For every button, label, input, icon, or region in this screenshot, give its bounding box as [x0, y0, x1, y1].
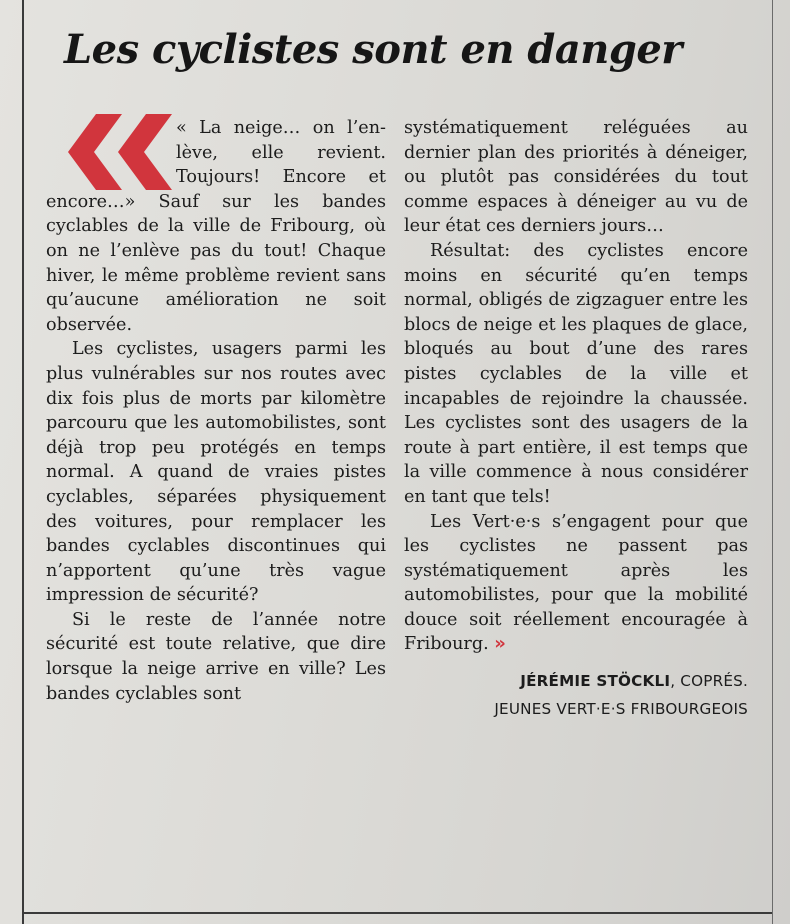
opening-line-1: « La neige… on l’en- — [176, 118, 386, 138]
author-organization: JEUNES VERT·E·S FRIBOURGEOIS — [494, 700, 748, 719]
closing-guillemet-icon: » — [494, 633, 506, 655]
paragraph-2: Les cyclistes, usagers parmi les plus vulnérables sur nos routes avec dix fois plus de morts par kilomètre parcouru que les automobilistes, sont déjà trop peu protégés en temps normal. A quand de vraies pistes cyclables, séparées physiquement des voitures, pour remplacer les bandes cyclables discontinues qui n’apportent qu’une très vague impression de sécurité? — [46, 339, 386, 606]
author-name: JÉRÉMIE STÖCKLI — [520, 672, 671, 691]
opening-line-3: Toujours! Encore et — [176, 167, 386, 188]
opening-quote-lines — [46, 116, 386, 190]
author-signature — [404, 667, 748, 723]
author-role: , COPRÉS. — [670, 672, 748, 691]
column-rule-left — [22, 0, 24, 924]
article-headline: Les cyclistes sont en danger — [64, 26, 682, 73]
paragraph-3: Si le reste de l’année notre sécurité est toute relative, que dire lorsque la neige arrive en ville? Les bandes cyclables sont — [46, 609, 386, 704]
article-column-left — [46, 116, 386, 706]
column-rule-right — [772, 0, 773, 924]
paragraph-4: Résultat: des cyclistes encore moins en sécurité qu’en temps normal, obligés de zigzaguer entre les blocs de neige et les plaques de glace, bloqués au bout d’une des rares pistes cyclables de la ville et incapables de rejoindre la chaussée. Les cyclistes sont des usagers de la route à part entière, il est temps que la ville commence à nous considérer en tant que tels! — [404, 240, 748, 507]
paragraph-5 — [404, 510, 748, 658]
paragraph-3-continued: systématiquement reléguées au dernier plan des priorités à déneiger, ou plutôt pas considérées du tout comme espaces à déneiger au vu de leur état ces derniers jours… — [404, 118, 748, 237]
paragraph-5-text: Les Vert·e·s s’engagent pour que les cyclistes ne passent pas systématiquement après les automobilistes, pour que la mobilité douce soit réellement encouragée à Fribourg. — [404, 511, 748, 655]
bottom-rule — [22, 912, 772, 914]
opening-line-2: lève, elle revient. — [176, 142, 386, 163]
paragraph-1-continued: encore…» Sauf sur les bandes cyclables de la ville de Fribourg, où on ne l’enlève pas du tout! Chaque hiver, le même problème revient sans qu’aucune amélioration ne soit observée. — [46, 191, 386, 335]
article-column-right — [404, 116, 748, 723]
signature-line-1 — [404, 667, 748, 695]
